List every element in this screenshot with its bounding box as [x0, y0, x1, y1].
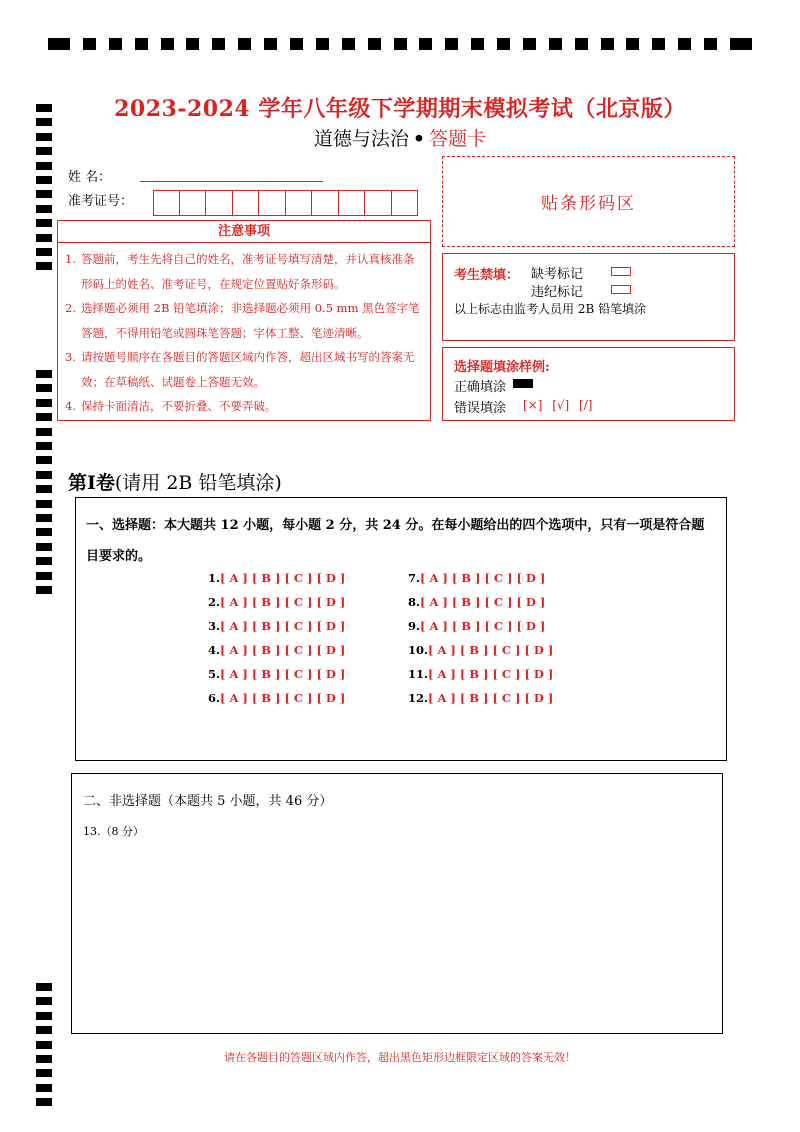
part2-title: 二、非选择题（本题共 5 小题，共 46 分）: [83, 794, 333, 809]
timing-mark: [730, 38, 752, 50]
exam-id-digit-box[interactable]: [206, 190, 233, 216]
timing-mark: [36, 442, 52, 450]
mc-instruction: 一、选择题：本大题共 12 小题，每小题 2 分，共 24 分。在每小题给出的四个选项中，只有一项是符合题目要求的。: [86, 518, 705, 564]
timing-mark: [36, 572, 52, 580]
timing-mark: [523, 38, 536, 50]
timing-mark: [36, 399, 52, 407]
timing-mark: [36, 500, 52, 508]
subject-name: 道德与法治: [313, 128, 409, 150]
timing-mark: [36, 471, 52, 479]
timing-mark: [36, 983, 52, 991]
mc-question-row[interactable]: [408, 571, 545, 585]
timing-mark: [36, 1012, 52, 1020]
name-label: 姓 名：: [68, 170, 112, 185]
answer-options[interactable]: [ A ] [ B ] [ C ] [ D ]: [428, 667, 554, 681]
exam-id-digit-box[interactable]: [153, 190, 180, 216]
timing-mark: [36, 205, 52, 213]
exam-id-label: 准考证号：: [68, 194, 134, 209]
timing-mark: [36, 1026, 52, 1034]
timing-mark: [626, 38, 639, 50]
exam-id-digit-box[interactable]: [312, 190, 339, 216]
question-number: 8.: [408, 595, 421, 609]
answer-options[interactable]: [ A ] [ B ] [ C ] [ D ]: [220, 667, 346, 681]
wrong-fill-label: 错误填涂: [454, 401, 507, 416]
notice-title: 注意事项: [58, 221, 430, 243]
question-number: 10.: [408, 643, 429, 657]
timing-mark: [48, 38, 70, 50]
exam-id-digit-box[interactable]: [392, 190, 419, 216]
correct-fill-example: [513, 379, 533, 388]
mc-question-row[interactable]: [408, 619, 545, 633]
question-13-label: 13.（8 分）: [83, 825, 144, 838]
mc-question-row[interactable]: [408, 595, 545, 609]
exam-id-digit-box[interactable]: [339, 190, 366, 216]
timing-mark: [471, 38, 484, 50]
question-number: 7.: [408, 571, 421, 585]
timing-mark: [109, 38, 122, 50]
timing-mark: [36, 528, 52, 536]
timing-mark: [36, 370, 52, 378]
question-number: 3.: [208, 619, 221, 633]
timing-mark: [394, 38, 407, 50]
timing-mark: [36, 162, 52, 170]
timing-mark: [186, 38, 199, 50]
barcode-area: [442, 156, 735, 247]
exam-id-digit-box[interactable]: [286, 190, 313, 216]
timing-mark: [264, 38, 277, 50]
timing-mark: [342, 38, 355, 50]
notice-item: 1. 答题前，考生先将自己的姓名，准考证号填写清楚，并认真核准条形码上的姓名、准考证号，在规定位置贴好条形码。: [65, 252, 415, 291]
question-number: 4.: [208, 643, 221, 657]
separator-dot: •: [412, 128, 426, 150]
timing-mark: [36, 1084, 52, 1092]
answer-options[interactable]: [ A ] [ B ] [ C ] [ D ]: [220, 595, 346, 609]
violation-mark-label: 违纪标记: [531, 285, 584, 300]
timing-mark: [36, 543, 52, 551]
notice-item: 2. 选择题必须用 2B 铅笔填涂；非选择题必须用 0.5 mm 黑色签字笔答题，不得用铅笔或圆珠笔答题；字体工整、笔迹清晰。: [65, 301, 420, 340]
non-choice-box[interactable]: [71, 773, 723, 1034]
answer-options[interactable]: [ A ] [ B ] [ C ] [ D ]: [420, 571, 546, 585]
timing-mark: [36, 413, 52, 421]
question-number: 11.: [408, 667, 429, 681]
question-number: 1.: [208, 571, 221, 585]
timing-mark: [316, 38, 329, 50]
timing-mark: [83, 38, 96, 50]
timing-mark: [368, 38, 381, 50]
question-number: 2.: [208, 595, 221, 609]
mc-question-row[interactable]: [208, 667, 345, 681]
exam-id-digit-box[interactable]: [259, 190, 286, 216]
timing-mark: [497, 38, 510, 50]
timing-mark: [36, 219, 52, 227]
timing-mark: [36, 485, 52, 493]
exam-id-digit-box[interactable]: [180, 190, 207, 216]
absent-mark-label: 缺考标记: [531, 267, 584, 282]
answer-options[interactable]: [ A ] [ B ] [ C ] [ D ]: [428, 643, 554, 657]
part1-title: 第Ⅰ卷(请用 2B 铅笔填涂): [68, 472, 282, 494]
timing-mark: [36, 176, 52, 184]
answer-options[interactable]: [ A ] [ B ] [ C ] [ D ]: [220, 643, 346, 657]
timing-mark: [36, 1069, 52, 1077]
timing-mark: [135, 38, 148, 50]
timing-mark: [575, 38, 588, 50]
mc-question-row[interactable]: [408, 691, 553, 705]
exam-title: 2023-2024 学年八年级下学期期末模拟考试（北京版）: [114, 96, 686, 122]
answer-options[interactable]: [ A ] [ B ] [ C ] [ D ]: [420, 619, 546, 633]
name-input-line[interactable]: [140, 181, 323, 182]
timing-mark: [36, 234, 52, 242]
timing-mark: [652, 38, 665, 50]
timing-mark: [678, 38, 691, 50]
sample-title: 选择题填涂样例:: [454, 360, 550, 375]
forbid-note: 以上标志由监考人员用 2B 铅笔填涂: [454, 302, 647, 316]
exam-subtitle: [0, 124, 800, 151]
timing-mark: [161, 38, 174, 50]
timing-mark: [36, 384, 52, 392]
answer-options[interactable]: [ A ] [ B ] [ C ] [ D ]: [420, 595, 546, 609]
multiple-choice-box: [75, 497, 727, 761]
timing-mark: [36, 1041, 52, 1049]
timing-mark: [36, 456, 52, 464]
question-number: 6.: [208, 691, 221, 705]
timing-mark: [36, 248, 52, 256]
question-number: 9.: [408, 619, 421, 633]
card-label: 答题卡: [429, 128, 487, 150]
exam-id-boxes[interactable]: [153, 190, 418, 216]
mc-question-row[interactable]: [408, 667, 553, 681]
answer-options[interactable]: [ A ] [ B ] [ C ] [ D ]: [220, 619, 346, 633]
timing-mark: [36, 428, 52, 436]
timing-mark: [445, 38, 458, 50]
timing-mark: [36, 514, 52, 522]
answer-options[interactable]: [ A ] [ B ] [ C ] [ D ]: [220, 691, 346, 705]
timing-mark: [36, 262, 52, 270]
candidate-forbid-box: [442, 253, 735, 341]
absent-mark-box[interactable]: [611, 267, 631, 276]
notice-item: 3. 请按题号顺序在各题目的答题区域内作答，超出区域书写的答案无效；在草稿纸、试题卷上答题无效。: [65, 350, 415, 389]
mc-question-row[interactable]: [208, 691, 345, 705]
notice-list: [58, 243, 430, 419]
timing-mark: [419, 38, 432, 50]
wrong-fill-examples: [×] [√] [/]: [523, 398, 593, 412]
timing-mark: [238, 38, 251, 50]
top-timing-marks: [48, 38, 752, 52]
question-number: 5.: [208, 667, 221, 681]
timing-mark: [36, 190, 52, 198]
timing-mark: [212, 38, 225, 50]
violation-mark-box[interactable]: [611, 285, 631, 294]
mc-question-row[interactable]: [208, 571, 345, 585]
mc-question-row[interactable]: [208, 595, 345, 609]
timing-mark: [36, 557, 52, 565]
timing-mark: [36, 997, 52, 1005]
exam-id-digit-box[interactable]: [365, 190, 392, 216]
timing-mark: [290, 38, 303, 50]
timing-mark: [36, 1098, 52, 1106]
mc-question-row[interactable]: [408, 643, 553, 657]
timing-mark: [704, 38, 717, 50]
notice-item: 4. 保持卡面清洁，不要折叠、不要弄破。: [65, 399, 277, 413]
barcode-label: 贴条形码区: [541, 194, 636, 214]
question-number: 12.: [408, 691, 429, 705]
fill-sample-box: [442, 347, 735, 421]
notice-box: [57, 220, 431, 421]
mc-question-row[interactable]: [208, 643, 345, 657]
mc-question-row[interactable]: [208, 619, 345, 633]
timing-mark: [549, 38, 562, 50]
answer-options[interactable]: [ A ] [ B ] [ C ] [ D ]: [428, 691, 554, 705]
footer-warning: 请在各题目的答题区域内作答，超出黑色矩形边框限定区域的答案无效！: [224, 1051, 576, 1064]
forbid-title: 考生禁填：: [454, 268, 520, 283]
correct-fill-label: 正确填涂: [454, 380, 507, 395]
answer-options[interactable]: [ A ] [ B ] [ C ] [ D ]: [220, 571, 346, 585]
timing-mark: [36, 586, 52, 594]
exam-id-digit-box[interactable]: [233, 190, 260, 216]
timing-mark: [601, 38, 614, 50]
